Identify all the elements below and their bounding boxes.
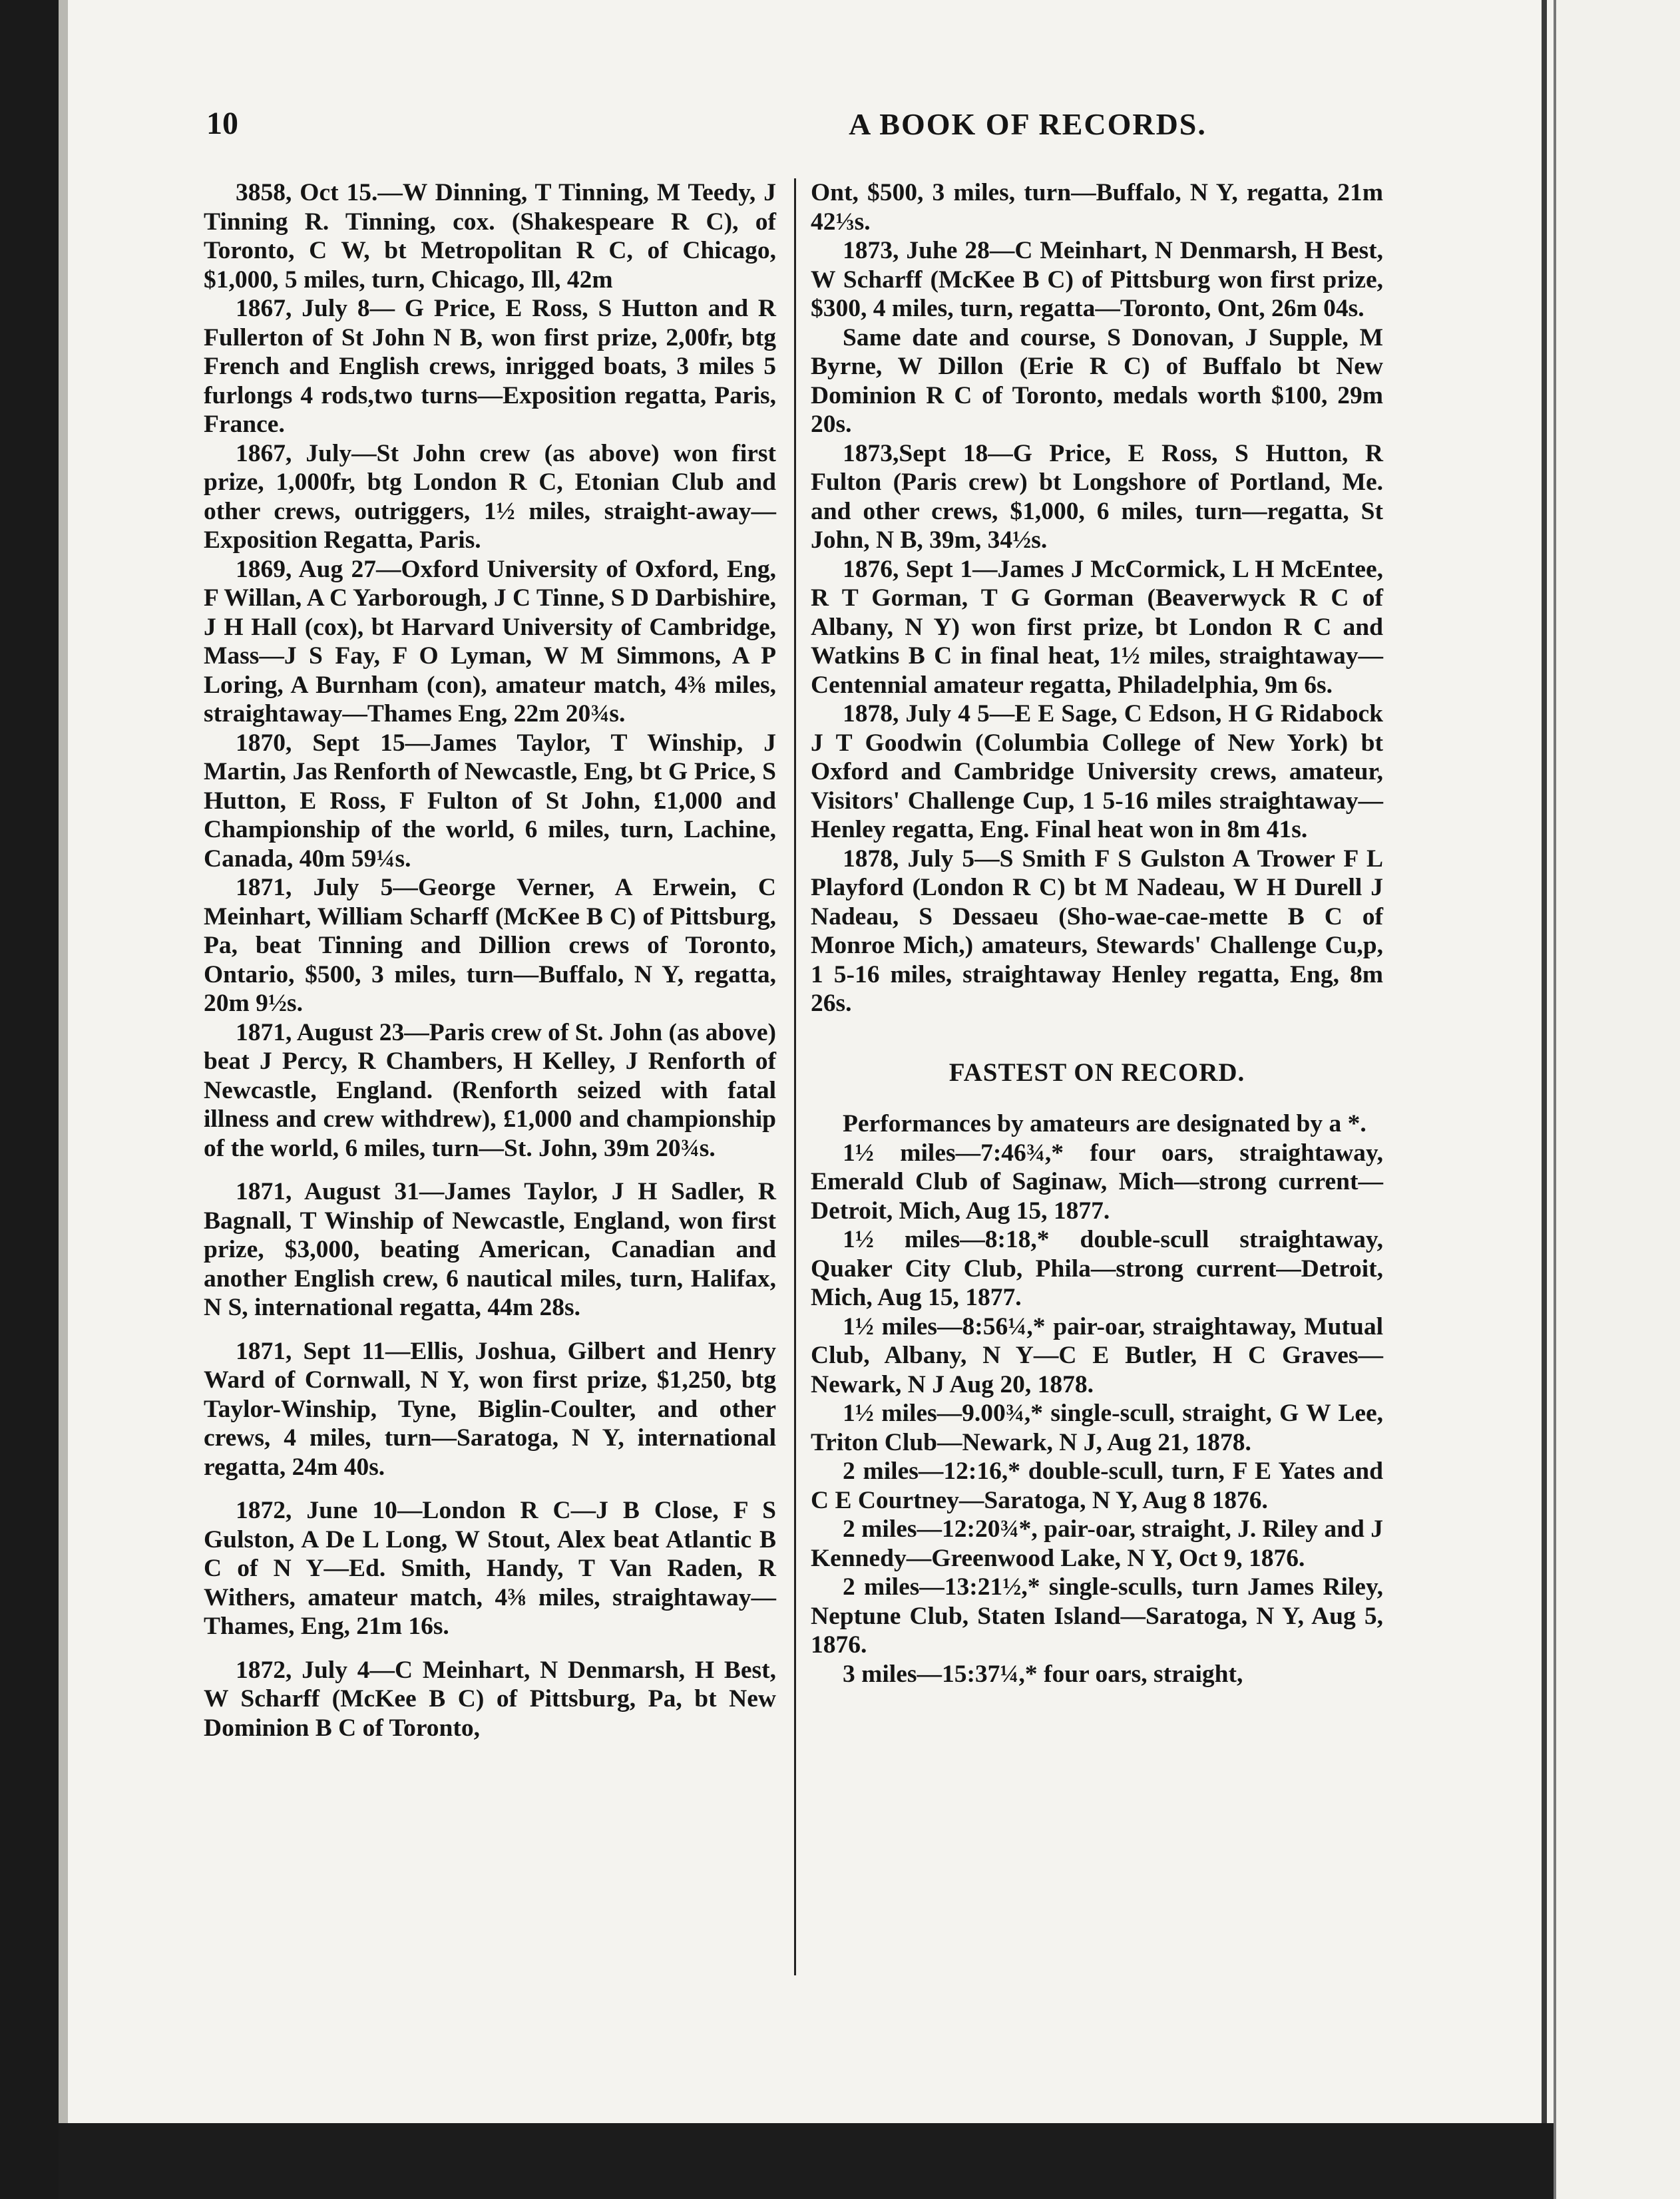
fastest-entry: 2 miles—12:16,* double-scull, turn, F E Yates and C E Courtney—Saratoga, N Y, Aug 8 1876. (811, 1458, 1383, 1514)
fastest-entry: 3 miles—15:37¼,* four oars, straight, (843, 1660, 1243, 1688)
scan-bottom-border (59, 2123, 1554, 2199)
fastest-entry: 1½ miles—8:18,* double-scull straightaway, Quaker City Club, Phila—strong current—Detroit, Mich, Aug 15, 1877. (811, 1226, 1383, 1311)
record-entry: 1871, August 31—James Taylor, J H Sadler, R Bagnall, T Winship of Newcastle, England, won first prize, $3,000, beating American, Canadian and another English crew, 6 nautical miles, turn, Halifax, N S, international regatta, 44m 28s. (204, 1178, 776, 1321)
page-left-edge (59, 0, 68, 2199)
record-entry: 1873, Juhe 28—C Meinhart, N Denmarsh, H Best, W Scharff (McKee B C) of Pittsburg won first prize, $300, 4 miles, turn, regatta—Toronto, Ont, 26m 04s. (811, 237, 1383, 322)
record-entry: 1867, July—St John crew (as above) won first prize, 1,000fr, btg London R C, Etonian Club and other crews, outriggers, 1½ miles, straight-away—Exposition Regatta, Paris. (204, 439, 776, 554)
record-entry: 1878, July 4 5—E E Sage, C Edson, H G Ridabock J T Goodwin (Columbia College of New York) bt Oxford and Cambridge University crews, amateur, Visitors' Challenge Cup, 1 5-16 miles straightaway—Henley regatta, Eng. Final heat won in 8m 41s. (811, 700, 1383, 843)
section-intro: Performances by amateurs are designated by a *. (843, 1110, 1366, 1137)
page-header (206, 100, 1404, 153)
running-title: A BOOK OF RECORDS. (849, 107, 1207, 141)
record-entry: 1872, June 10—London R C—J B Close, F S Gulston, A De L Long, W Stout, Alex beat Atlantic B C of N Y—Ed. Smith, Handy, T Van Raden, R Withers, amateur match, 4⅜ miles, straightaway—Thames, Eng, 21m 16s. (204, 1497, 776, 1640)
page-number: 10 (206, 106, 238, 141)
record-entry: 3858, Oct 15.—W Dinning, T Tinning, M Teedy, J Tinning R. Tinning, cox. (Shakespeare R C), of Toronto, C W, bt Metropolitan R C, of Chicago, $1,000, 5 miles, turn, Chicago, Ill, 42m (204, 179, 776, 294)
record-entry: 1871, Sept 11—Ellis, Joshua, Gilbert and Henry Ward of Cornwall, N Y, won first prize, $1,250, btg Taylor-Winship, Tyne, Biglin-Coulter, and other crews, 4 miles, turn—Saratoga, N Y, international regatta, 24m 40s. (204, 1337, 776, 1481)
right-column (811, 178, 1383, 1689)
record-entry: Same date and course, S Donovan, J Supple, M Byrne, W Dillon (Erie R C) of Buffalo bt New Dominion R C of Toronto, medals worth $100, 29m 20s. (811, 323, 1383, 438)
adjacent-page-strip (1554, 0, 1680, 2199)
column-divider (794, 178, 796, 1975)
section-heading: FASTEST ON RECORD. (948, 1058, 1245, 1087)
record-entry: 1869, Aug 27—Oxford University of Oxford, Eng, F Willan, A C Yarborough, J C Tinne, S D Darbishire, J H Hall (cox), bt Harvard University of Cambridge, Mass—J S Fay, F O Lyman, W M Simmons, A P Loring, A Burnham (con), amateur match, 4⅜ miles, straightaway—Thames Eng, 22m 20¾s. (204, 555, 776, 727)
record-entry: 1871, August 23—Paris crew of St. John (as above) beat J Percy, R Chambers, H Kelley, J Renforth of Newcastle, England. (Renforth seized with fatal illness and crew withdrew), £1,000 and championship of the world, 6 miles, turn—St. John, 39m 20¾s. (204, 1018, 776, 1162)
fastest-entry: 2 miles—13:21½,* single-sculls, turn James Riley, Neptune Club, Staten Island—Saratoga, N Y, Aug 5, 1876. (811, 1573, 1383, 1659)
page-right-edge (1542, 0, 1547, 2199)
record-entry: 1870, Sept 15—James Taylor, T Winship, J Martin, Jas Renforth of Newcastle, Eng, bt G Price, S Hutton, E Ross, F Fulton of St John, £1,000 and Championship of the world, 6 miles, turn, Lachine, Canada, 40m 59¼s. (204, 729, 776, 873)
fastest-entry: 1½ miles—8:56¼,* pair-oar, straightaway, Mutual Club, Albany, N Y—C E Butler, H C Graves—Newark, N J Aug 20, 1878. (811, 1312, 1383, 1398)
fastest-entry: 1½ miles—9.00¾,* single-scull, straight, G W Lee, Triton Club—Newark, N J, Aug 21, 1878. (811, 1400, 1383, 1456)
record-entry: Ont, $500, 3 miles, turn—Buffalo, N Y, regatta, 21m 42⅓s. (811, 179, 1383, 236)
fastest-entry: 1½ miles—7:46¾,* four oars, straightaway, Emerald Club of Saginaw, Mich—strong current—Detroit, Mich, Aug 15, 1877. (811, 1139, 1383, 1225)
record-entry: 1873,Sept 18—G Price, E Ross, S Hutton, R Fulton (Paris crew) bt Longshore of Portland, Me. and other crews, $1,000, 6 miles, turn—regatta, St John, N B, 39m, 34½s. (811, 439, 1383, 554)
fastest-entry: 2 miles—12:20¾*, pair-oar, straight, J. Riley and J Kennedy—Greenwood Lake, N Y, Oct 9, 1876. (811, 1515, 1383, 1572)
record-entry: 1876, Sept 1—James J McCormick, L H McEntee, R T Gorman, T G Gorman (Beaverwyck R C of Albany, N Y) won first prize, bt London R C and Watkins B C in final heat, 1½ miles, straightaway—Centennial amateur regatta, Philadelphia, 9m 6s. (811, 555, 1383, 699)
record-entry: 1872, July 4—C Meinhart, N Denmarsh, H Best, W Scharff (McKee B C) of Pittsburg, Pa, bt New Dominion B C of Toronto, (204, 1656, 776, 1742)
adjacent-page-edge (1554, 0, 1556, 2199)
record-entry: 1878, July 5—S Smith F S Gulston A Trower F L Playford (London R C) bt M Nadeau, W H Durell J Nadeau, S Dessaeu (Sho-wae-cae-mette B C of Monroe Mich,) amateurs, Stewards' Challenge Cu,p, 1 5-16 miles, straightaway Henley regatta, Eng, 8m 26s. (811, 845, 1383, 1017)
record-entry: 1871, July 5—George Verner, A Erwein, C Meinhart, William Scharff (McKee B C) of Pittsburg, Pa, beat Tinning and Dillion crews of Toronto, Ontario, $500, 3 miles, turn—Buffalo, N Y, regatta, 20m 9½s. (204, 874, 776, 1017)
left-column (204, 178, 776, 1742)
record-entry: 1867, July 8— G Price, E Ross, S Hutton and R Fullerton of St John N B, won first prize, 2,00fr, btg French and English crews, inrigged boats, 3 miles 5 furlongs 4 rods,two turns—Exposition regatta, Paris, France. (204, 295, 776, 438)
